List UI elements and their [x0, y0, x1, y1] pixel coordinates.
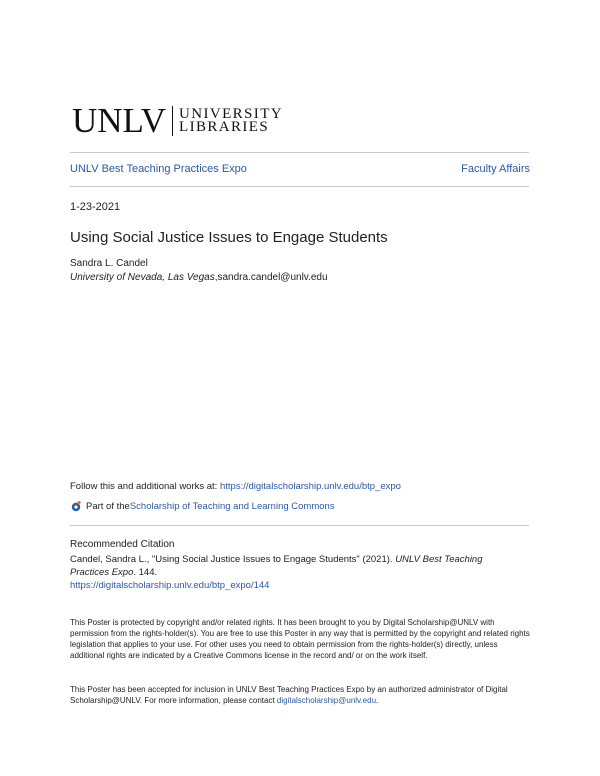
- document-title: Using Social Justice Issues to Engage Students: [70, 229, 388, 246]
- series-link[interactable]: UNLV Best Teaching Practices Expo: [70, 163, 247, 175]
- unlv-libraries-logo: [72, 101, 283, 140]
- recommended-citation-heading: Recommended Citation: [70, 539, 175, 550]
- citation-number: . 144.: [133, 567, 158, 578]
- rights-paragraph: This Poster is protected by copyright and/or related rights. It has been brought to you by Digital Scholarship@UNLV with permission from the rights-holder(s). You are free to use this Poster in any way that is permitted by the copyright and related rights legislation that applies to your use. For other uses you need to obtain permission from the rights-holder(s) directly, unless additional rights are indicated by a Creative Commons license in the record and/ or on the work itself.: [70, 618, 530, 660]
- divider-top: [70, 152, 529, 153]
- citation-main: Candel, Sandra L., "Using Social Justice Issues to Engage Students" (2021).: [70, 554, 396, 565]
- logo-line-university: UNIVERSITY: [179, 106, 283, 122]
- contact-email-link[interactable]: digitalscholarship@unlv.edu: [276, 696, 377, 705]
- citation-url-link[interactable]: https://digitalscholarship.unlv.edu/btp_expo/144: [70, 580, 270, 591]
- part-of-prefix: Part of the: [86, 500, 130, 512]
- faculty-affairs-link[interactable]: Faculty Affairs: [461, 163, 530, 175]
- citation-series: UNLV Best Teaching Practices Expo: [70, 554, 483, 578]
- author-affiliation: University of Nevada, Las Vegas,sandra.candel@unlv.edu: [70, 272, 328, 283]
- logo-line-libraries: LIBRARIES: [179, 119, 270, 135]
- divider-nav: [70, 186, 529, 187]
- acceptance-end: .: [376, 696, 379, 705]
- open-access-icon: [70, 500, 82, 512]
- part-of-line: [70, 500, 335, 512]
- follow-line: [70, 481, 401, 492]
- follow-text: Follow this and additional works at:: [70, 481, 220, 492]
- author-institution: University of Nevada, Las Vegas: [70, 272, 215, 283]
- acceptance-text: This Poster has been accepted for inclusion in UNLV Best Teaching Practices Expo by an authorized administrator of Digital Scholarship@UNLV. For more information, please contact: [70, 685, 508, 705]
- author-name: Sandra L. Candel: [70, 258, 148, 269]
- commons-link[interactable]: Scholarship of Teaching and Learning Commons: [129, 500, 335, 512]
- citation-text: [70, 553, 500, 592]
- publication-date: 1-23-2021: [70, 201, 121, 213]
- acceptance-paragraph: [70, 684, 530, 706]
- logo-unlv-text: UNLV: [72, 101, 166, 140]
- divider-citation: [70, 525, 529, 526]
- logo-subtitle: [179, 108, 283, 134]
- follow-url-link[interactable]: https://digitalscholarship.unlv.edu/btp_expo: [219, 481, 401, 492]
- author-email: sandra.candel@unlv.edu: [217, 272, 328, 283]
- logo-divider: [172, 106, 173, 136]
